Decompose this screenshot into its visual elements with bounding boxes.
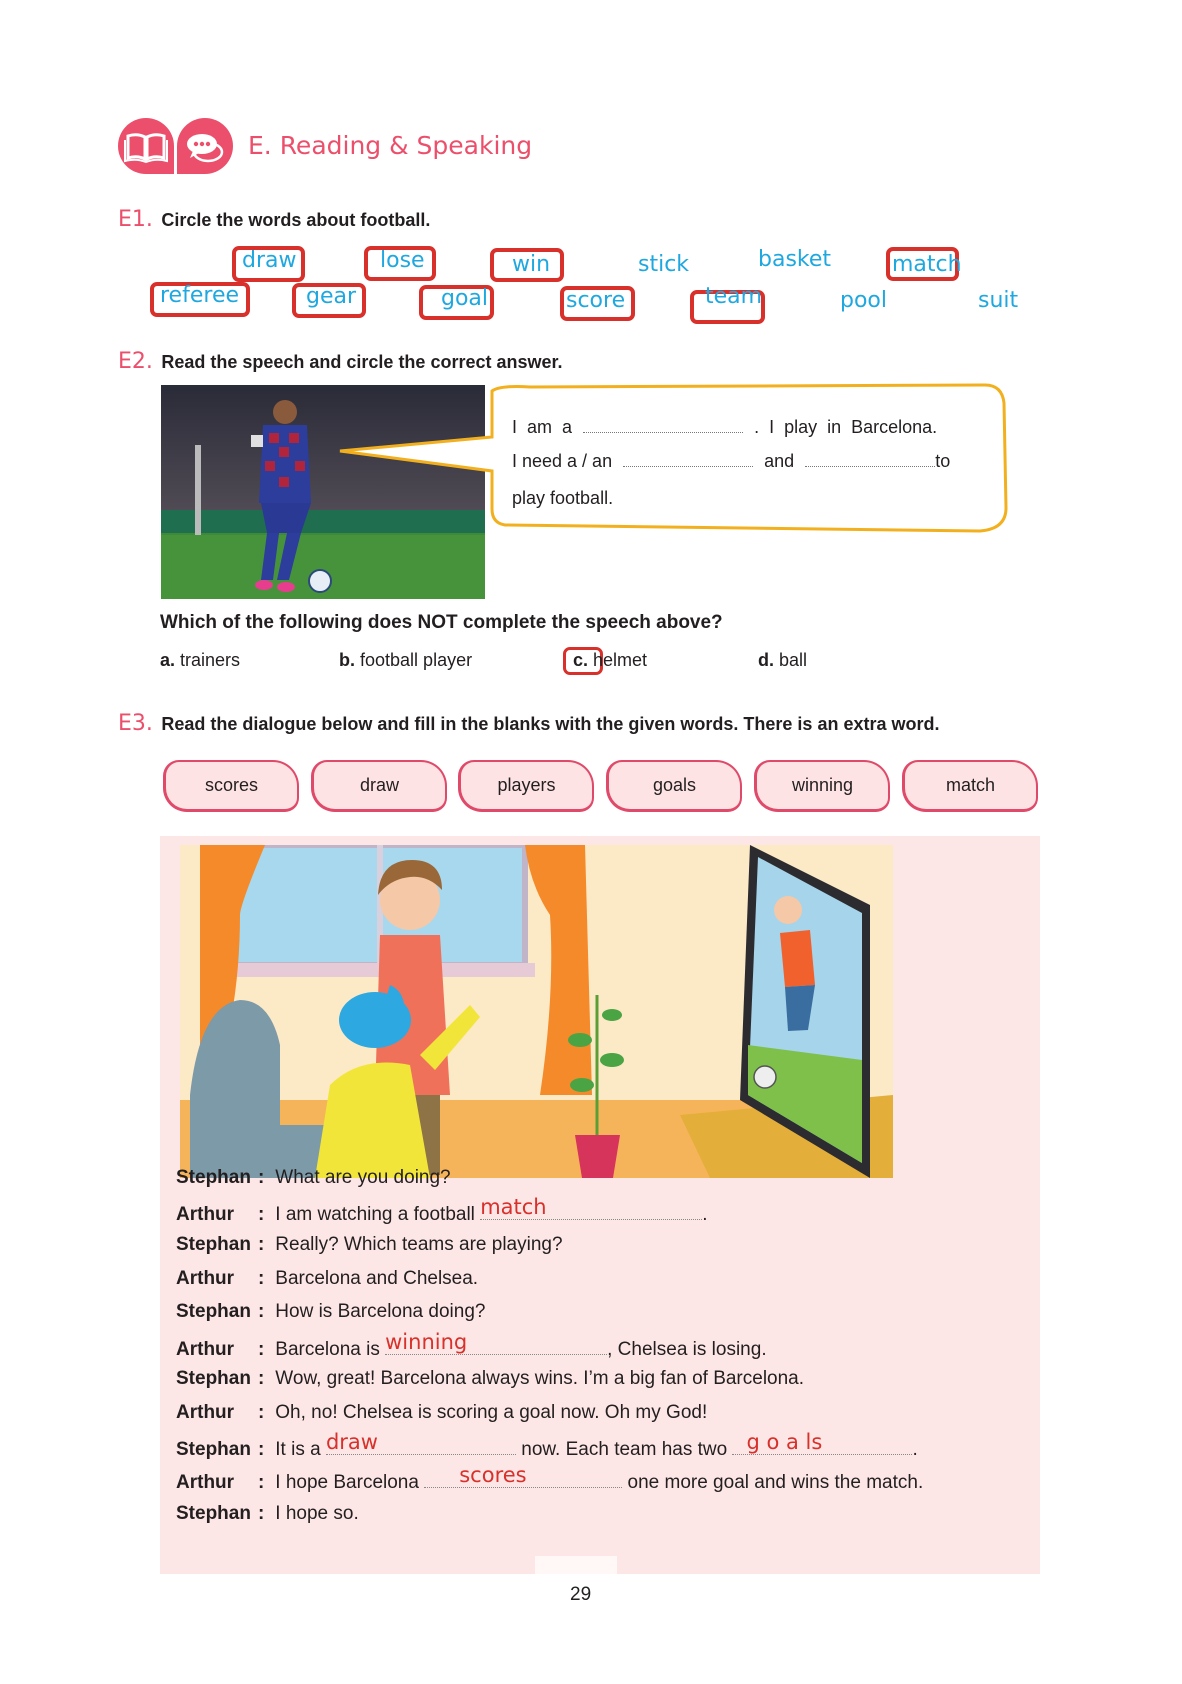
- colon: :: [258, 1204, 265, 1225]
- speaking-icon-badge: [177, 118, 233, 174]
- speech-text: to: [935, 451, 951, 471]
- dialogue-line: [176, 1301, 485, 1323]
- dialogue-text: .: [912, 1439, 918, 1460]
- word-referee[interactable]: referee: [160, 283, 240, 308]
- word-score[interactable]: score: [566, 288, 626, 313]
- dialogue-text: What are you doing?: [275, 1167, 451, 1188]
- dialogue-text: How is Barcelona doing?: [275, 1301, 486, 1322]
- option-letter: d.: [758, 650, 774, 670]
- speech-line-1: [512, 417, 977, 438]
- speech-line-2: [512, 451, 977, 472]
- option-text: football player: [360, 650, 473, 670]
- dialogue-text: one more goal and wins the match.: [627, 1472, 924, 1493]
- dialogue-text: , Chelsea is losing.: [607, 1339, 767, 1360]
- option-letter: b.: [339, 650, 355, 670]
- option-text: helmet: [593, 650, 648, 670]
- word-chip-match[interactable]: match: [902, 760, 1038, 812]
- word-match[interactable]: match: [892, 252, 962, 277]
- colon: :: [258, 1339, 265, 1360]
- speech-line-3: play football.: [512, 488, 614, 508]
- e2-question: Which of the following does NOT complete the speech above?: [160, 612, 723, 633]
- option-c[interactable]: [573, 650, 647, 671]
- dialogue-text: now. Each team has two: [521, 1439, 728, 1460]
- exercise-number: E3.: [118, 711, 153, 736]
- filled-answer: winning: [385, 1330, 468, 1354]
- dialogue-text: .: [702, 1204, 708, 1225]
- word-basket[interactable]: basket: [758, 247, 832, 272]
- colon: :: [258, 1268, 265, 1289]
- word-lose[interactable]: lose: [380, 248, 425, 273]
- speaker-name: Arthur: [176, 1339, 235, 1360]
- word-stick[interactable]: stick: [638, 252, 690, 277]
- speech-bubbles-icon: [177, 118, 233, 174]
- option-b[interactable]: [339, 650, 472, 671]
- speech-text: I am a: [512, 417, 573, 437]
- option-text: trainers: [180, 650, 241, 670]
- dialogue-text: Barcelona is: [275, 1339, 380, 1360]
- filled-answer: match: [480, 1195, 547, 1219]
- exercise-instruction: Read the dialogue below and fill in the blanks with the given words. There is an extra word.: [161, 714, 940, 734]
- e3-heading: [118, 711, 939, 736]
- blank-line: [583, 432, 743, 433]
- speaker-name: Stephan: [176, 1301, 251, 1322]
- dialogue-text: I hope so.: [275, 1503, 359, 1524]
- speaker-name: Stephan: [176, 1439, 251, 1460]
- filled-answer: draw: [325, 1430, 378, 1454]
- colon: :: [258, 1234, 265, 1255]
- dialogue-text: I am watching a football: [275, 1204, 475, 1225]
- option-d[interactable]: [758, 650, 807, 671]
- dialogue-text: Wow, great! Barcelona always wins. I’m a big fan of Barcelona.: [275, 1368, 805, 1389]
- speech-text: . I play in Barcelona.: [754, 417, 938, 437]
- speech-text: and: [764, 451, 795, 471]
- colon: :: [258, 1503, 265, 1524]
- filled-answer: scores: [459, 1463, 527, 1487]
- dialogue-text: Really? Which teams are playing?: [275, 1234, 563, 1255]
- dialogue-line: [176, 1330, 767, 1361]
- speaker-name: Stephan: [176, 1234, 251, 1255]
- dialogue-line: [176, 1503, 359, 1525]
- colon: :: [258, 1439, 265, 1460]
- word-chip-players[interactable]: players: [458, 760, 594, 812]
- speaker-name: Stephan: [176, 1368, 251, 1389]
- word-chip-goals[interactable]: goals: [606, 760, 742, 812]
- section-title: E. Reading & Speaking: [248, 131, 533, 160]
- word-chip-draw[interactable]: draw: [311, 760, 447, 812]
- dialogue-line: [176, 1402, 707, 1424]
- dialogue-text: I hope Barcelona: [275, 1472, 419, 1493]
- e1-heading: [118, 207, 430, 232]
- dialogue-line: [176, 1430, 918, 1461]
- fill-in-blank[interactable]: [385, 1330, 607, 1355]
- exercise-instruction: Circle the words about football.: [161, 210, 431, 230]
- word-gear[interactable]: gear: [306, 284, 357, 309]
- speaker-name: Arthur: [176, 1268, 235, 1289]
- option-letter: c.: [573, 650, 589, 670]
- dialogue-text: Oh, no! Chelsea is scoring a goal now. Oh my God!: [275, 1402, 708, 1423]
- colon: :: [258, 1368, 265, 1389]
- dialogue-line: [176, 1195, 708, 1226]
- speaker-name: Arthur: [176, 1204, 235, 1225]
- speaker-name: Stephan: [176, 1167, 251, 1188]
- dialogue-line: [176, 1268, 478, 1290]
- word-win[interactable]: win: [512, 252, 551, 277]
- page-number: 29: [570, 1584, 592, 1605]
- dialogue-text: It is a: [275, 1439, 321, 1460]
- option-text: ball: [779, 650, 808, 670]
- speaker-name: Arthur: [176, 1402, 235, 1423]
- speech-text: I need a / an: [512, 451, 613, 471]
- reading-icon-badge: [118, 118, 174, 174]
- colon: :: [258, 1472, 265, 1493]
- exercise-number: E2.: [118, 349, 153, 374]
- dialogue-line: [176, 1463, 924, 1494]
- e2-heading: [118, 349, 563, 374]
- blank-line: [623, 466, 753, 467]
- filled-answer: g o a ls: [746, 1430, 823, 1454]
- colon: :: [258, 1167, 265, 1188]
- word-chip-scores[interactable]: scores: [163, 760, 299, 812]
- fill-in-blank[interactable]: [325, 1430, 516, 1455]
- fill-in-blank[interactable]: [732, 1430, 912, 1455]
- colon: :: [258, 1402, 265, 1423]
- fill-in-blank[interactable]: [480, 1195, 702, 1220]
- dialogue-line: [176, 1234, 563, 1256]
- colon: :: [258, 1301, 265, 1322]
- blank-line: [805, 466, 935, 467]
- option-letter: a.: [160, 650, 176, 670]
- open-book-icon: [118, 118, 174, 174]
- word-team[interactable]: team: [705, 284, 763, 309]
- word-chip-winning[interactable]: winning: [754, 760, 890, 812]
- fill-in-blank[interactable]: [424, 1463, 622, 1488]
- panel-notch: [535, 1556, 617, 1574]
- speaker-name: Arthur: [176, 1472, 235, 1493]
- word-draw[interactable]: draw: [242, 248, 297, 273]
- dialogue-line: [176, 1368, 804, 1390]
- dialogue-text: Barcelona and Chelsea.: [275, 1268, 479, 1289]
- exercise-number: E1.: [118, 207, 153, 232]
- speaker-name: Stephan: [176, 1503, 251, 1524]
- word-goal[interactable]: goal: [441, 286, 489, 311]
- dialogue-line: [176, 1167, 451, 1189]
- living-room-illustration: [180, 845, 893, 1178]
- word-suit[interactable]: suit: [978, 288, 1019, 313]
- option-a[interactable]: [160, 650, 240, 671]
- exercise-instruction: Read the speech and circle the correct answer.: [161, 352, 563, 372]
- word-pool[interactable]: pool: [840, 288, 887, 313]
